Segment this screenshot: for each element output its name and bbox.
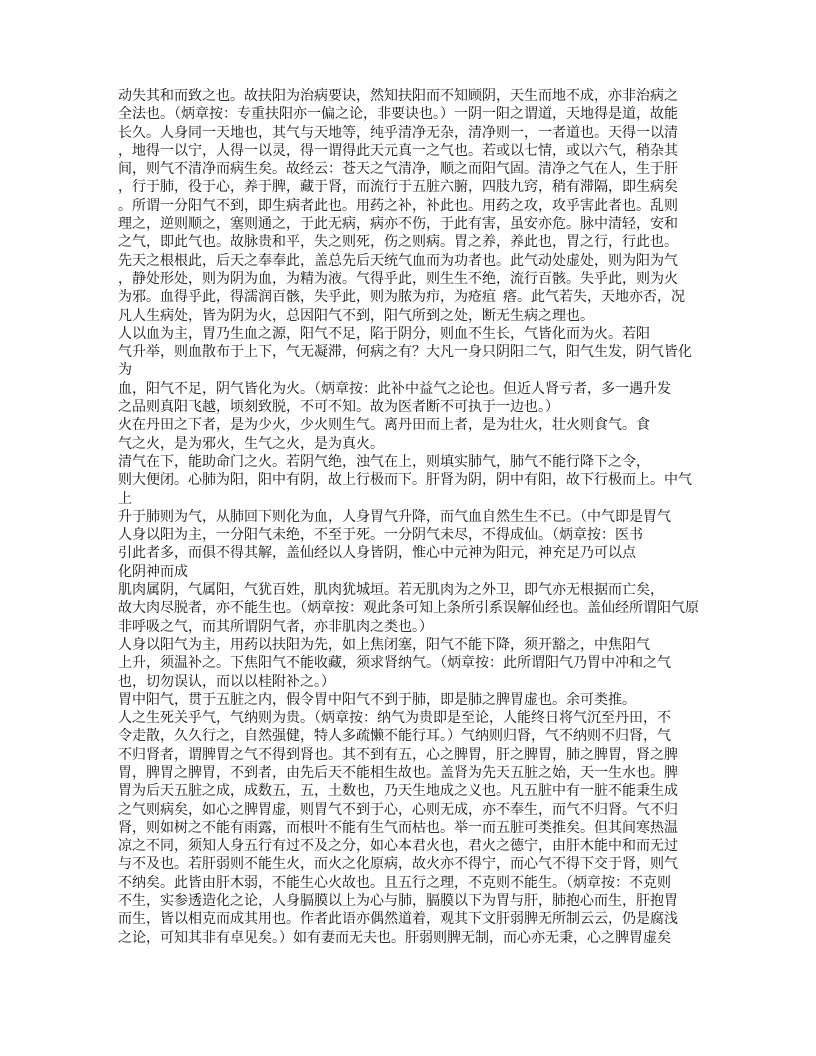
text-line: 之品则真阳飞越，顷刻致脱，不可不知。故为医者断不可执于一边也。） [118,400,559,416]
text-line: 长久。人身同一天地也，其气与天地等，纯乎清净无杂，清净则一，一者道也。天得一以清 [118,125,678,141]
text-line: 也，切勿误认，而以以桂附补之。） [118,674,335,690]
text-line: 升于肺则为气，从肺回下则化为血，人身胃气升降，而气血自然生生不已。（中气即是胃气 [118,509,671,525]
text-line: 凡人生病处，皆为阴为火，总因阳气不到，阳气所到之处，断无生病之理也。 [118,308,594,324]
text-line: 令走散，久久行之，自然强健，特人多疏懒不能行耳。）气纳则归肾，气不纳则不归肾，气 [118,729,671,745]
text-line: 先天之根根此，后天之奉奉此，盖总先后天统气血而为功者也。此气动处虚处，则为阳为气 [118,253,678,269]
text-line: 上升，须温补之。下焦阳气不能收藏，须求肾纳气。（炳章按：此所谓阳气乃胃中冲和之气 [118,656,671,672]
text-line: 间，则气不清净而病生矣。故经云：苍天之气清净，顺之而阳气固。清净之气在人，生于肝 [118,162,678,178]
text-line: 化阴神而成 [118,564,188,580]
text-line: 引此者多，而俱不得其解，盖仙经以人身皆阴，惟心中元神为阳元，神充足乃可以点 [118,546,636,562]
text-line: 则大便闭。心肺为阳，阳中有阴，故上行极而下。肝肾为阴，阴中有阳，故下行极而上。中气 [118,473,692,489]
text-line: ，行于肺，役于心，养于脾，藏于肾，而流行于五脏六腑，四肢九窍，稍有滞隔，即生病矣 [118,180,678,196]
text-line: 火在丹田之下者，是为少火，少火则生气。离丹田而上者，是为壮火，壮火则食气。食 [118,418,650,434]
document-text-block [118,88,714,948]
text-line: 清气在下，能助命门之火。若阴气绝，浊气在上，则填实肺气，肺气不能行降下之令， [118,454,650,470]
text-line: 而生，皆以相克而成其用也。作者此语亦偶然道着，观其下文肝弱脾无所制云云，仍是腐浅 [118,912,678,928]
text-line: 人以血为主，胃乃生血之源，阳气不足，陷于阴分，则血不生长，气皆化而为火。若阳 [118,326,650,342]
text-line: 血，阳气不足，阴气皆化为火。（炳章按：此补中益气之论也。但近人肾亏者，多一遇升发 [118,381,671,397]
text-line: 全法也。（炳章按：专重扶阳亦一偏之论，非要诀也。）一阴一阳之谓道，天地得是道，故能 [118,107,678,123]
text-line: 为邪。血得乎此，得濡润百骸，失乎此，则为脓为疖，为疮疽 瘩。此气若失，天地亦否，况 [118,290,685,306]
text-line: 之气则病矣，如心之脾胃虚，则胃气不到于心，心则无成，亦不奉生，而气不归肾。气不归 [118,802,678,818]
text-line: 凉之不同，须知人身五行有过不及之分，如心本君火也，君火之德宁，由肝木能中和而无过 [118,839,678,855]
text-line: 肌肉属阴，气属阳，气犹百姓，肌肉犹城垣。若无肌肉为之外卫，即气亦无根据而亡矣， [118,583,664,599]
text-line: 之气，即此气也。故脉贵和平，失之则死，伤之则病。胃之养，养此也，胃之行，行此也。 [118,235,678,251]
text-line: 不纳矣。此皆由肝木弱，不能生心火故也。且五行之理，不克则不能生。（炳章按：不克则 [118,875,671,891]
text-line: ，静处形处，则为阴为血，为精为液。气得乎此，则生生不绝，流行百骸。失乎此，则为火 [118,271,678,287]
text-line: 非呼吸之气，而其所谓阴气者，亦非肌肉之类也。） [118,619,433,635]
text-line: 人身以阳为主，一分阳气未绝，不至于死。一分阴气未尽，不得成仙。（炳章按：医书 [118,528,643,544]
text-line: 胃为后天五脏之成，成数五，五，土数也，乃天生地成之义也。凡五脏中有一脏不能秉生成 [118,784,678,800]
text-line: 动失其和而致之也。故扶阳为治病要诀，然知扶阳而不知顾阴，天生而地不成，亦非治病之 [118,89,678,104]
text-line: 理之，逆则顺之，塞则通之，于此无病，病亦不伤，于此有害，虽安亦危。脉中清轻，安和 [118,217,678,233]
text-line: 肾，则如树之不能有雨露，而根叶不能有生气而枯也。举一而五脏可类推矣。但其间寒热温 [118,820,678,836]
text-line: 。所谓一分阳气不到，即生病者此也。用药之补，补此也。用药之攻，攻乎害此者也。乱则 [118,198,678,214]
text-line: 胃中阳气，贯于五脏之内，假令胃中阳气不到于肺，即是肺之脾胃虚也。余可类推。 [118,692,636,708]
text-line: 之论，可知其非有卓见矣。）如有妻而无夫也。肝弱则脾无制，而心亦无秉，心之脾胃虚矣 [118,930,671,946]
text-line: 故大肉尽脱者，亦不能生也。（炳章按：观此条可知上条所引系误解仙经也。盖仙经所谓阳气原 [118,601,699,617]
text-line: 气之火，是为邪火，生气之火，是为真火。 [118,436,384,452]
text-line: 与不及也。若肝弱则不能生火，而火之化原病，故火亦不得宁，而心气不得下交于肾，则气 [118,857,678,873]
text-line: 人之生死关乎气，气纳则为贵。（炳章按：纳气为贵即是至论，人能终日将气沉至丹田，不 [118,711,671,727]
text-line: 人身以阳气为主，用药以扶阳为先，如上焦闭塞，阳气不能下降，须开豁之，中焦阳气 [118,637,650,653]
text-line: 胃，脾胃之脾胃，不到者，由先后天不能相生故也。盖肾为先天五脏之始，天一生水也。脾 [118,765,678,781]
text-line: 不归肾者，谓脾胃之气不得到肾也。其不到有五，心之脾胃，肝之脾胃，肺之脾胃，肾之脾 [118,747,678,763]
text-line: 上 [118,491,132,507]
text-line: 不生，实参透造化之论，人身膈膜以上为心与肺，膈膜以下为胃与肝，肺抱心而生，肝抱胃 [118,894,678,910]
text-line: ，地得一以宁，人得一以灵，得一谓得此天元真一之气也。若或以七情，或以六气，稍杂其 [118,143,678,159]
text-line: 气升举，则血散布于上下，气无凝滞，何病之有？大凡一身只阴阳二气，阳气生发，阴气皆化 [118,345,692,361]
text-line: 为 [118,363,132,379]
